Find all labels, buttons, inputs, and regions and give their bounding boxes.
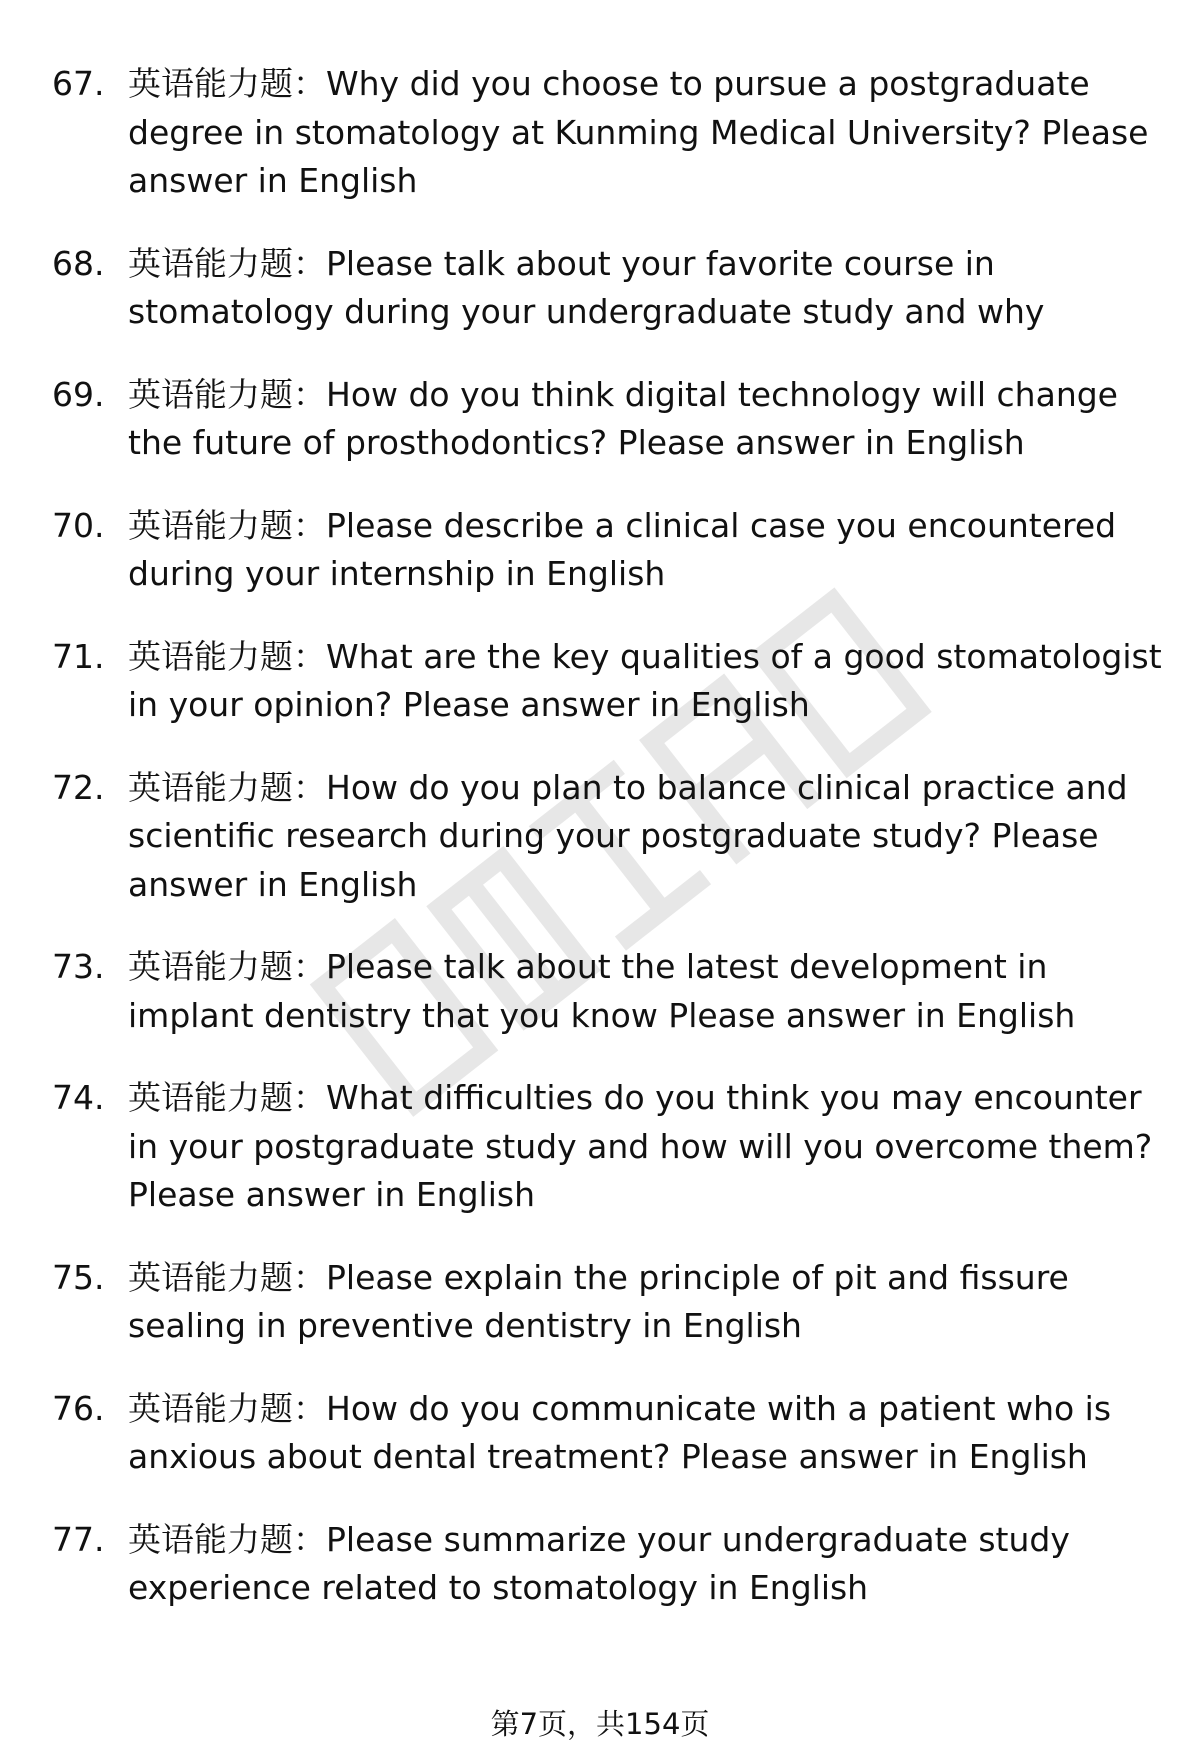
question-text: What difficulties do you think you may encounter in your postgraduate study and how will you overcome them? Please answer in English bbox=[128, 1078, 1153, 1214]
question-item bbox=[52, 764, 1162, 910]
question-content bbox=[128, 1254, 1162, 1351]
question-category: 英语能力题 bbox=[128, 636, 293, 676]
question-item bbox=[52, 943, 1162, 1040]
question-separator: ： bbox=[293, 947, 326, 986]
question-category: 英语能力题 bbox=[128, 64, 293, 103]
question-separator: ： bbox=[293, 374, 326, 414]
question-list bbox=[52, 60, 1162, 1647]
question-content bbox=[128, 633, 1162, 730]
question-text: Please talk about your favorite course in stomatology during your undergraduate study and why bbox=[128, 243, 1045, 331]
question-content bbox=[128, 371, 1162, 468]
question-item bbox=[52, 240, 1162, 337]
question-category: 英语能力题 bbox=[128, 1257, 293, 1297]
question-separator: ： bbox=[293, 1519, 326, 1559]
question-category: 英语能力题 bbox=[128, 947, 293, 986]
question-category: 英语能力题 bbox=[128, 1519, 293, 1559]
question-content bbox=[128, 764, 1162, 910]
question-content bbox=[128, 60, 1162, 206]
question-separator: ： bbox=[293, 505, 326, 545]
question-category: 英语能力题 bbox=[128, 374, 293, 414]
question-item bbox=[52, 1254, 1162, 1351]
question-item bbox=[52, 1516, 1162, 1613]
question-separator: ： bbox=[293, 1078, 326, 1117]
question-category: 英语能力题 bbox=[128, 1078, 293, 1117]
question-category: 英语能力题 bbox=[128, 767, 293, 807]
question-text: Why did you choose to pursue a postgraduate degree in stomatology at Kunming Medical University? Please answer in English bbox=[128, 64, 1149, 200]
question-number: 71. bbox=[52, 636, 105, 676]
question-item bbox=[52, 60, 1162, 206]
question-content bbox=[128, 1074, 1162, 1220]
question-content bbox=[128, 240, 1162, 337]
question-number: 68. bbox=[52, 243, 105, 283]
question-number: 77. bbox=[52, 1519, 105, 1559]
question-content bbox=[128, 502, 1162, 599]
question-category: 英语能力题 bbox=[128, 1388, 293, 1428]
question-item bbox=[52, 371, 1162, 468]
question-text: Please describe a clinical case you encountered during your internship in English bbox=[128, 505, 1117, 593]
question-content bbox=[128, 1516, 1162, 1613]
question-item bbox=[52, 1385, 1162, 1482]
question-category: 英语能力题 bbox=[128, 505, 293, 545]
question-separator: ： bbox=[293, 1388, 326, 1428]
question-item bbox=[52, 633, 1162, 730]
question-content bbox=[128, 943, 1162, 1040]
question-category: 英语能力题 bbox=[128, 243, 293, 283]
question-separator: ： bbox=[293, 1257, 326, 1297]
question-number: 74. bbox=[52, 1078, 105, 1117]
question-item bbox=[52, 1074, 1162, 1220]
question-content bbox=[128, 1385, 1162, 1482]
question-number: 70. bbox=[52, 505, 105, 545]
question-separator: ： bbox=[293, 636, 326, 676]
question-text: Please talk about the latest development in implant dentistry that you know Please answer in English bbox=[128, 947, 1076, 1035]
question-separator: ： bbox=[293, 64, 326, 103]
question-item bbox=[52, 502, 1162, 599]
question-number: 73. bbox=[52, 947, 105, 986]
page-number-footer: 第7页，共154页 bbox=[490, 1707, 710, 1741]
question-text: Please explain the principle of pit and fissure sealing in preventive dentistry in English bbox=[128, 1257, 1069, 1345]
question-number: 75. bbox=[52, 1257, 105, 1297]
question-text: Please summarize your undergraduate study experience related to stomatology in English bbox=[128, 1519, 1070, 1607]
question-text: How do you plan to balance clinical practice and scientific research during your postgraduate study? Please answer in English bbox=[128, 767, 1128, 904]
question-number: 67. bbox=[52, 64, 105, 103]
question-text: How do you communicate with a patient who is anxious about dental treatment? Please answer in English bbox=[128, 1388, 1112, 1476]
question-separator: ： bbox=[293, 243, 326, 283]
question-text: What are the key qualities of a good stomatologist in your opinion? Please answer in English bbox=[128, 636, 1162, 724]
question-number: 72. bbox=[52, 767, 105, 807]
question-number: 76. bbox=[52, 1388, 105, 1428]
question-number: 69. bbox=[52, 374, 105, 414]
question-separator: ： bbox=[293, 767, 326, 807]
question-text: How do you think digital technology will change the future of prosthodontics? Please answer in English bbox=[128, 374, 1118, 462]
